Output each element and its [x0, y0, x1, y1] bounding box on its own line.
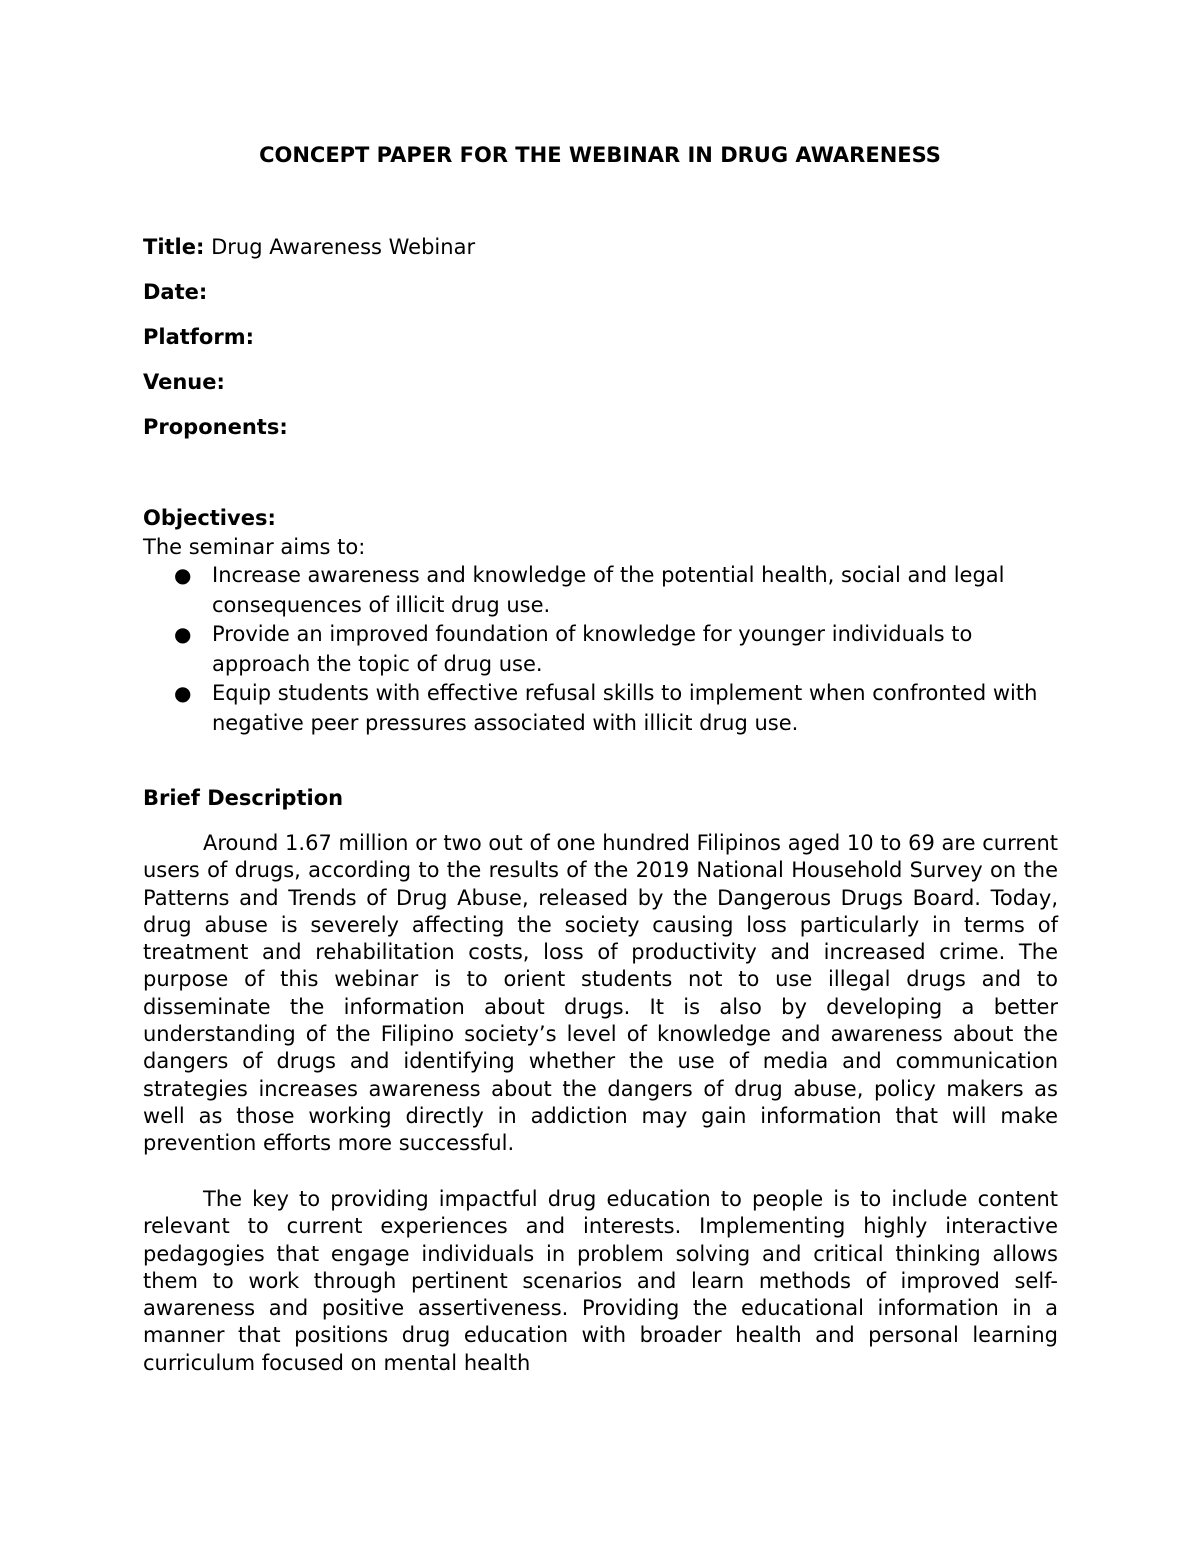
document-title: CONCEPT PAPER FOR THE WEBINAR IN DRUG AWARENESS — [259, 143, 941, 167]
field-venue-label: Venue: — [143, 370, 225, 394]
field-date — [143, 278, 207, 306]
field-title-value: Drug Awareness Webinar — [211, 235, 476, 259]
field-date-label: Date: — [143, 280, 208, 304]
objective-text: Equip students with effective refusal skills to implement when confronted with negative peer pressures associated with illicit drug use. — [212, 681, 1038, 735]
objective-text: Provide an improved foundation of knowledge for younger individuals to approach the topic of drug use. — [212, 622, 973, 676]
bullet-icon: ● — [174, 622, 192, 646]
objective-item — [143, 620, 1042, 679]
field-proponents — [143, 413, 288, 441]
brief-paragraph-2: The key to providing impactful drug education to people is to include content relevant to current experiences and interests. Implementing highly interactive pedagogies that engage individuals in problem solving and critical thinking allows them to work through pertinent scenarios and learn methods of improved self-awareness and positive assertiveness. Providing the educational information in a manner that positions drug education with broader health and personal learning curriculum focused on mental health — [143, 1187, 1058, 1375]
bullet-icon: ● — [174, 563, 192, 587]
field-title-label: Title: — [143, 235, 205, 259]
field-platform — [143, 323, 254, 351]
objective-text: Increase awareness and knowledge of the potential health, social and legal consequences of illicit drug use. — [212, 563, 1005, 617]
objective-item — [143, 561, 1042, 620]
objectives-heading: Objectives: — [143, 506, 276, 530]
objectives-list — [143, 561, 1063, 738]
field-platform-label: Platform: — [143, 325, 254, 349]
field-proponents-label: Proponents: — [143, 415, 288, 439]
objectives-intro: The seminar aims to: — [143, 535, 366, 559]
objective-item — [143, 679, 1042, 738]
bullet-icon: ● — [174, 681, 192, 705]
field-title — [143, 233, 475, 261]
field-venue — [143, 368, 225, 396]
brief-paragraph-1: Around 1.67 million or two out of one hundred Filipinos aged 10 to 69 are current users of drugs, according to the results of the 2019 National Household Survey on the Patterns and Trends of Drug Abuse, released by the Dangerous Drugs Board. Today, drug abuse is severely affecting the society causing loss particularly in terms of treatment and rehabilitation costs, loss of productivity and increased crime. The purpose of this webinar is to orient students not to use illegal drugs and to disseminate the information about drugs. It is also by developing a better understanding of the Filipino society’s level of knowledge and awareness about the dangers of drugs and identifying whether the use of media and communication strategies increases awareness about the dangers of drug abuse, policy makers as well as those working directly in addiction may gain information that will make prevention efforts more successful. — [143, 831, 1058, 1156]
brief-description-heading: Brief Description — [143, 786, 344, 810]
